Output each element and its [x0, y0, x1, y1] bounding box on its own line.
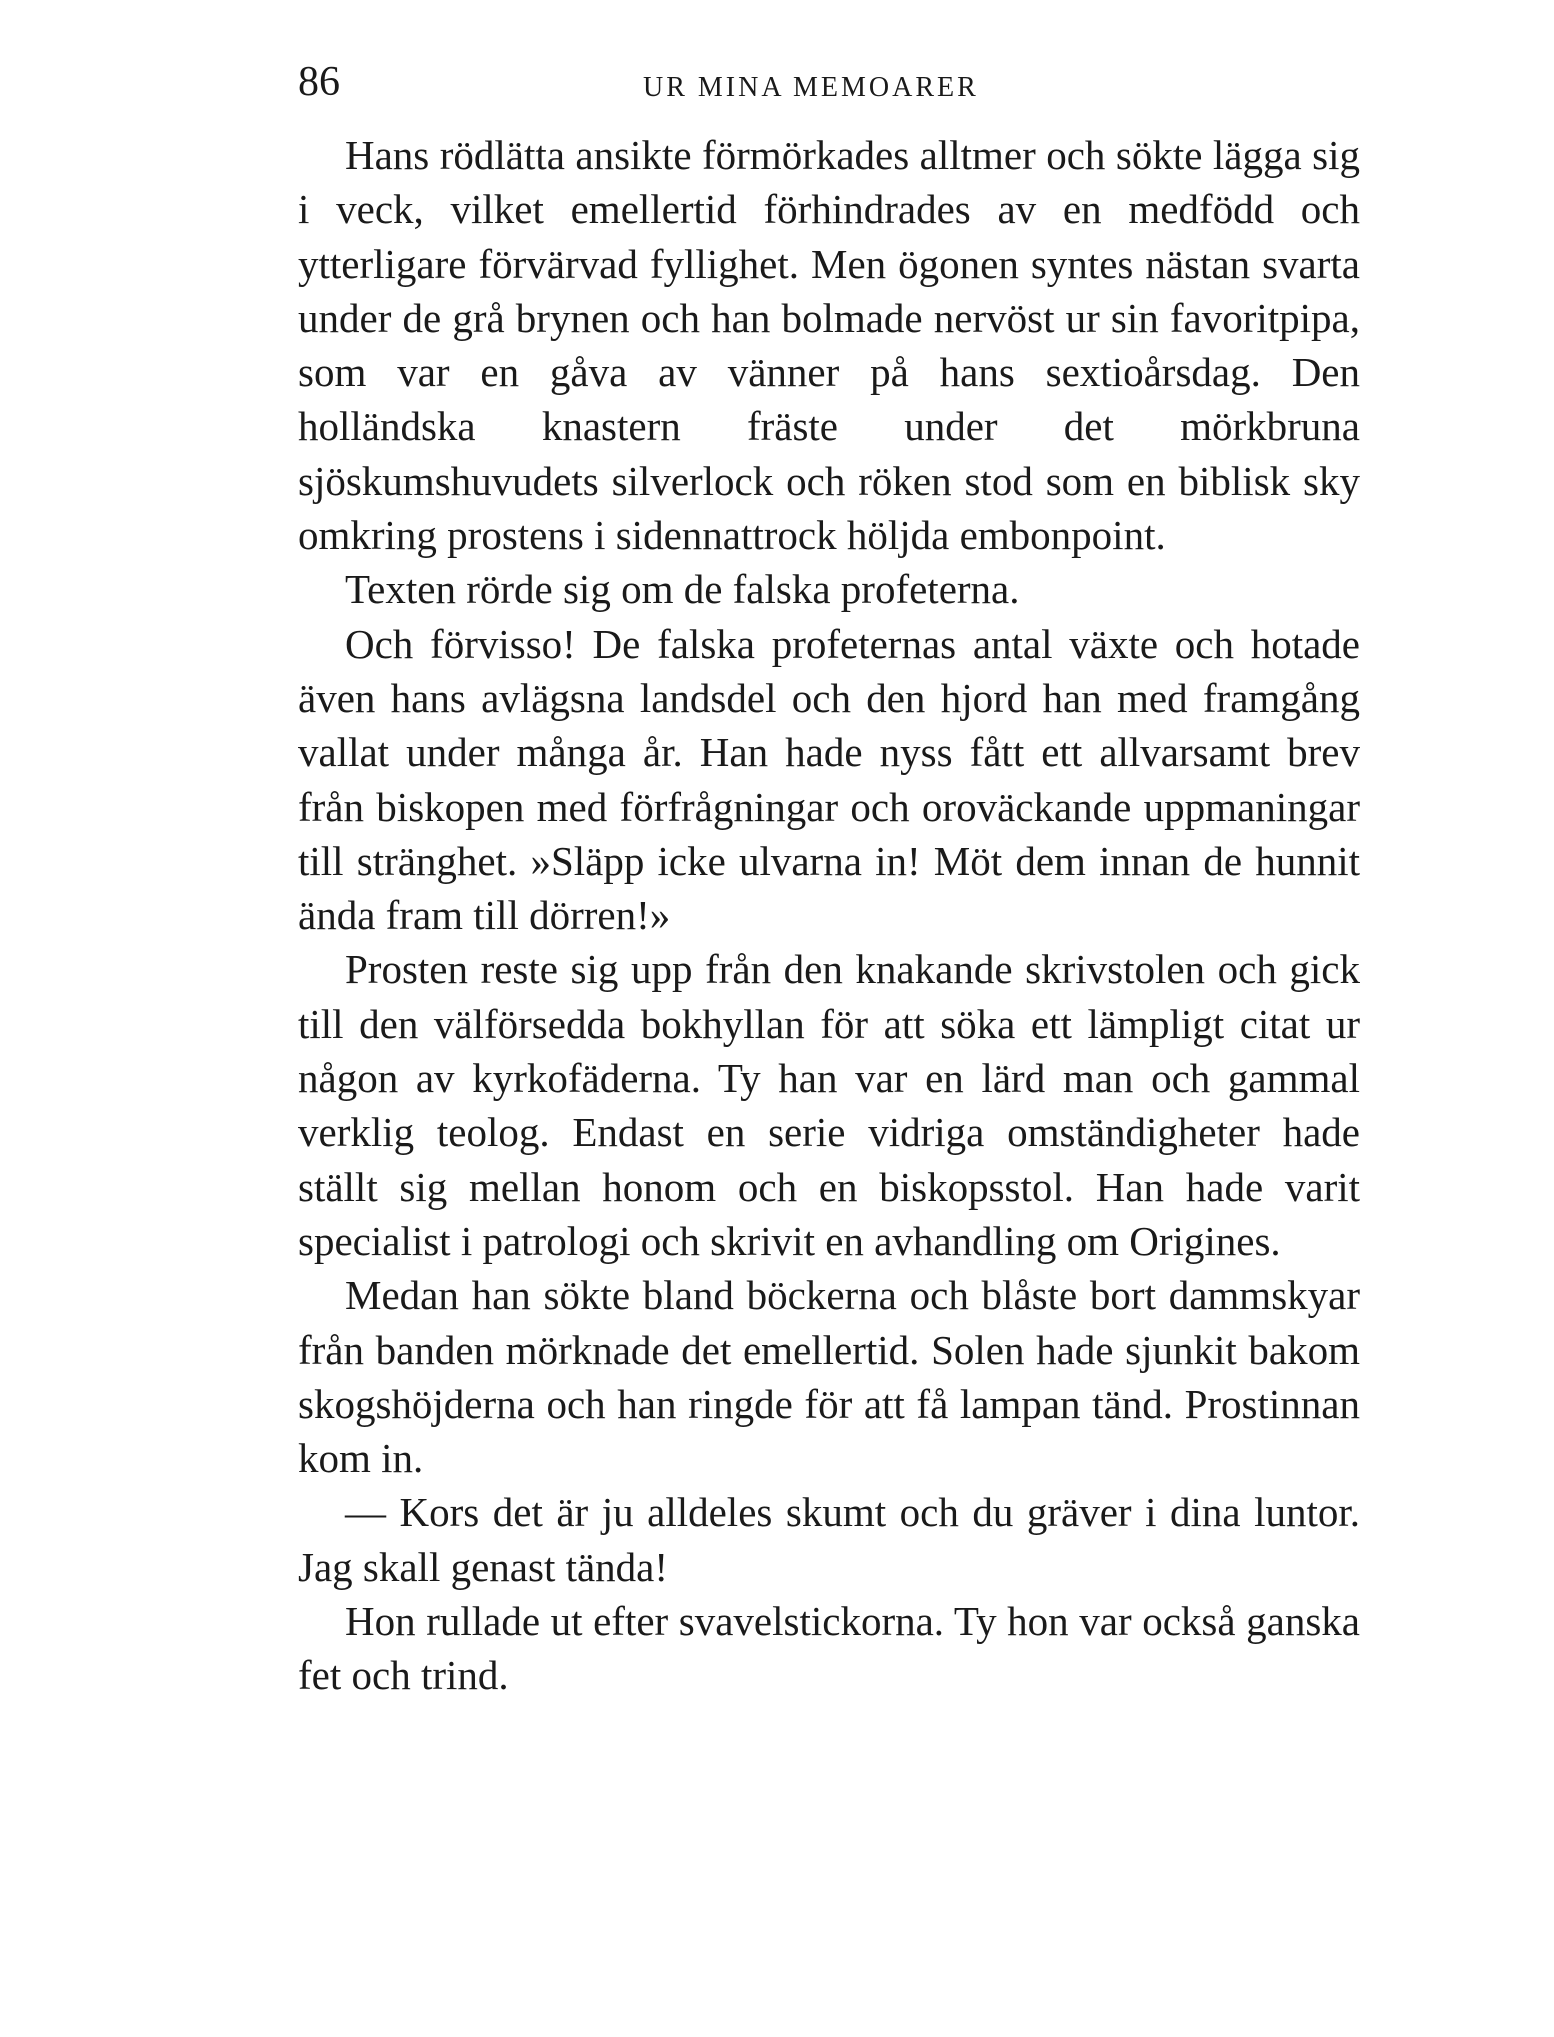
paragraph: Prosten reste sig upp från den knakande skrivstolen och gick till den välförsedda bokhyllan för att söka ett lämpligt citat ur någon av kyrkofäderna. Ty han var en lärd man och gammal verklig teolog. Endast en serie vidriga omständigheter hade ställt sig mellan honom och en biskopsstol. Han hade varit specialist i patrologi och skrivit en avhandling om Origines.: [298, 946, 1360, 1264]
paragraph: Medan han sökte bland böckerna och blåste bort dammskyar från banden mörknade det emellertid. Solen hade sjunkit bakom skogshöjderna och han ringde för att få lampan tänd. Prostinnan kom in.: [298, 1272, 1360, 1482]
paragraph: Och förvisso! De falska profeternas antal växte och hotade även hans avlägsna landsdel och den hjord han med framgång vallat under många år. Han hade nyss fått ett allvarsamt brev från biskopen med förfrågningar och oroväckande uppmaningar till stränghet. »Släpp icke ulvarna in! Möt dem innan de hunnit ända fram till dörren!»: [298, 620, 1360, 939]
paragraph: Hon rullade ut efter svavelstickorna. Ty hon var också ganska fet och trind.: [298, 1598, 1360, 1699]
running-title: UR MINA MEMOARER: [643, 72, 979, 103]
body-text: [298, 128, 1360, 1703]
dialogue-paragraph: — Kors det är ju alldeles skumt och du gräver i dina luntor. Jag skall genast tända!: [298, 1489, 1360, 1590]
paragraph: Texten rörde sig om de falska profeterna.: [345, 566, 1020, 613]
paragraph: Hans rödlätta ansikte förmörkades alltmer och sökte lägga sig i veck, vilket emellertid förhindrades av en medfödd och ytterligare förvärvad fyllighet. Men ögonen syntes nästan svarta under de grå brynen och han bolmade nervöst ur sin favoritpipa, som var en gåva av vänner på hans sextioårsdag. Den holländska knastern fräste under det mörkbruna sjöskumshuvudets silverlock och röken stod som en biblisk sky omkring prostens i sidennattrock höljda embonpoint.: [298, 132, 1360, 559]
running-head: [298, 52, 1358, 112]
page-number: 86: [298, 59, 340, 105]
